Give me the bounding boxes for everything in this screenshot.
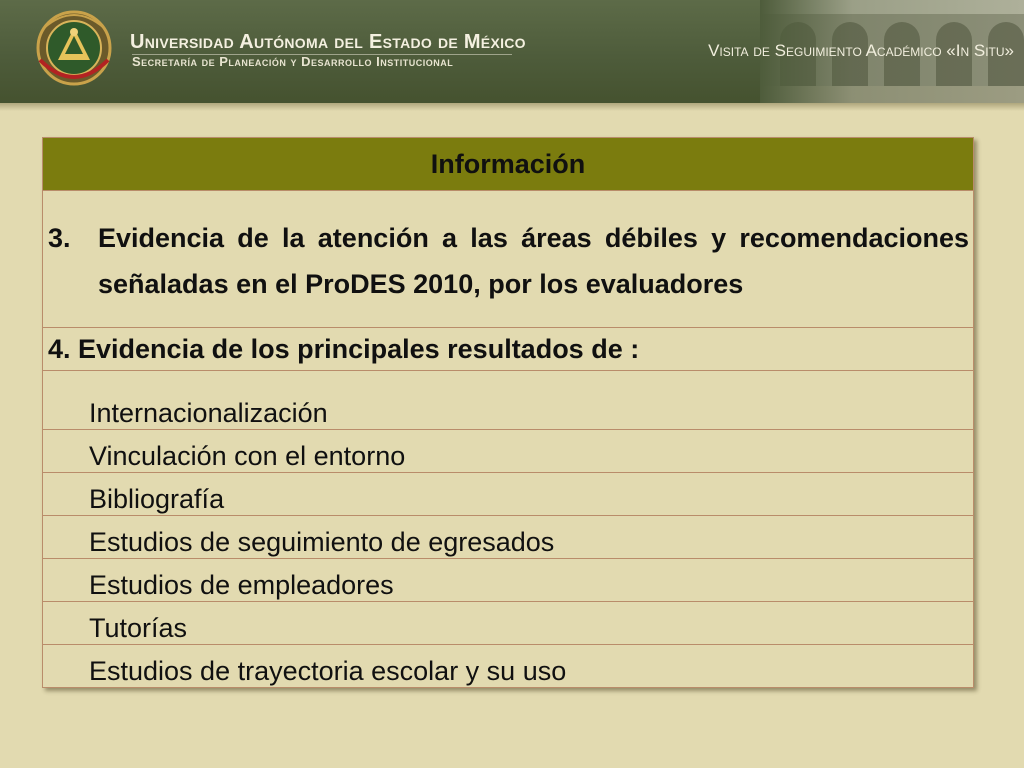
item-3-number: 3. xyxy=(48,222,71,253)
table-row xyxy=(43,473,974,516)
subitem-internacionalizacion: Internacionalización xyxy=(43,371,974,430)
secretariat-name: Secretaría de Planeación y Desarrollo Institucional xyxy=(132,54,454,69)
table-row xyxy=(43,371,974,430)
table-header: Información xyxy=(43,138,974,191)
table-row xyxy=(43,516,974,559)
table-row xyxy=(43,602,974,645)
item-3-cell xyxy=(43,191,974,328)
subitem-empleadores: Estudios de empleadores xyxy=(43,559,974,602)
header-shadow xyxy=(0,103,1024,111)
slide-header xyxy=(0,0,1024,103)
table-row xyxy=(43,191,974,328)
subitem-bibliografia: Bibliografía xyxy=(43,473,974,516)
visit-title: Visita de Seguimiento Académico «In Situ» xyxy=(708,41,1014,60)
university-crest-logo xyxy=(30,8,118,88)
university-name: Universidad Autónoma del Estado de México xyxy=(130,31,526,53)
table-row xyxy=(43,559,974,602)
subitem-seguimiento-egresados: Estudios de seguimiento de egresados xyxy=(43,516,974,559)
information-table xyxy=(42,137,974,688)
item-3-text: Evidencia de la atención a las áreas débiles y recomendaciones señaladas en el ProDES 2010, por los evaluadores xyxy=(98,222,969,299)
subitem-vinculacion: Vinculación con el entorno xyxy=(43,430,974,473)
table-header-row xyxy=(43,138,974,191)
subitem-tutorias: Tutorías xyxy=(43,602,974,645)
table-row xyxy=(43,328,974,371)
table-row xyxy=(43,430,974,473)
table-row xyxy=(43,645,974,688)
subitem-trayectoria-escolar: Estudios de trayectoria escolar y su uso xyxy=(43,645,974,688)
item-4-cell: 4. Evidencia de los principales resultados de : xyxy=(43,328,974,371)
